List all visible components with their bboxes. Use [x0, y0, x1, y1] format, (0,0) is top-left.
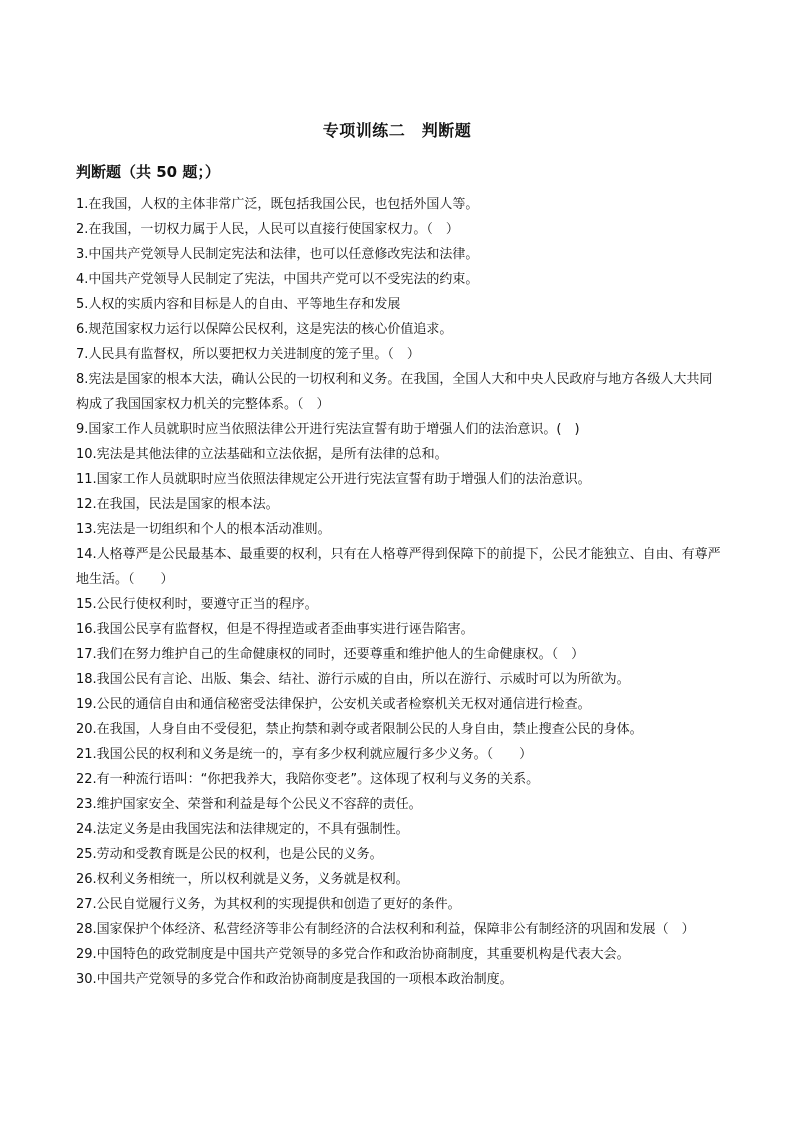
question-item: 29.中国特色的政党制度是中国共产党领导的多党合作和政治协商制度，其重要机构是代表大会。 [76, 947, 630, 962]
question-item: 4.中国共产党领导人民制定了宪法，中国共产党可以不受宪法的约束。 [76, 272, 479, 287]
question-item: 1.在我国，人权的主体非常广泛，既包括我国公民，也包括外国人等。 [76, 197, 479, 212]
question-item: 10.宪法是其他法律的立法基础和立法依据，是所有法律的总和。 [76, 447, 448, 462]
question-item: 18.我国公民有言论、出版、集会、结社、游行示威的自由，所以在游行、示威时可以为所欲为。 [76, 672, 630, 687]
page-title: 专项训练二 判断题 [322, 121, 472, 140]
question-item: 7.人民具有监督权，所以要把权力关进制度的笼子里。（ ） [76, 347, 420, 362]
question-item: 9.国家工作人员就职时应当依照法律公开进行宪法宣誓有助于增强人们的法治意识。( ) [76, 422, 580, 437]
question-item: 24.法定义务是由我国宪法和法律规定的，不具有强制性。 [76, 822, 409, 837]
question-item: 5.人权的实质内容和目标是人的自由、平等地生存和发展 [76, 297, 401, 312]
question-item: 22.有一种流行语叫：“你把我养大，我陪你变老”。这体现了权利与义务的关系。 [76, 772, 540, 787]
question-item: 20.在我国，人身自由不受侵犯，禁止拘禁和剥夺或者限制公民的人身自由，禁止搜查公民的身体。 [76, 722, 643, 737]
question-list [76, 192, 721, 992]
question-item: 13.宪法是一切组织和个人的根本活动准则。 [76, 522, 331, 537]
question-item: 23.维护国家安全、荣誉和利益是每个公民义不容辞的责任。 [76, 797, 422, 812]
question-item: 27.公民自觉履行义务，为其权利的实现提供和创造了更好的条件。 [76, 897, 461, 912]
question-item: 16.我国公民享有监督权，但是不得捏造或者歪曲事实进行诬告陷害。 [76, 622, 474, 637]
question-item: 21.我国公民的权利和义务是统一的，享有多少权利就应履行多少义务。（ ） [76, 747, 533, 762]
question-item: 6.规范国家权力运行以保障公民权利，这是宪法的核心价值追求。 [76, 322, 453, 337]
question-item: 26.权利义务相统一，所以权利就是义务，义务就是权利。 [76, 872, 409, 887]
question-item: 19.公民的通信自由和通信秘密受法律保护，公安机关或者检察机关无权对通信进行检查。 [76, 697, 591, 712]
question-item: 2.在我国，一切权力属于人民，人民可以直接行使国家权力。（ ） [76, 222, 459, 237]
question-item: 11.国家工作人员就职时应当依照法律规定公开进行宪法宣誓有助于增强人们的法治意识。 [76, 472, 591, 487]
question-item: 3.中国共产党领导人民制定宪法和法律，也可以任意修改宪法和法律。 [76, 247, 479, 262]
question-item: 14.人格尊严是公民最基本、最重要的权利，只有在人格尊严得到保障下的前提下，公民才能独立、自由、有尊严地生活。（ ） [76, 547, 721, 587]
question-item: 30.中国共产党领导的多党合作和政治协商制度是我国的一项根本政治制度。 [76, 972, 513, 987]
question-item: 8.宪法是国家的根本大法，确认公民的一切权利和义务。在我国，全国人大和中央人民政府与地方各级人大共同构成了我国国家权力机关的完整体系。（ ） [76, 372, 713, 412]
question-item: 15.公民行使权利时，要遵守正当的程序。 [76, 597, 318, 612]
section-heading: 判断题（共 50 题；） [76, 163, 220, 181]
question-item: 12.在我国，民法是国家的根本法。 [76, 497, 279, 512]
question-item: 17.我们在努力维护自己的生命健康权的同时，还要尊重和维护他人的生命健康权。（ ） [76, 647, 585, 662]
question-item: 25.劳动和受教育既是公民的权利，也是公民的义务。 [76, 847, 383, 862]
question-item: 28.国家保护个体经济、私营经济等非公有制经济的合法权利和利益，保障非公有制经济的巩固和发展（ ） [76, 922, 695, 937]
